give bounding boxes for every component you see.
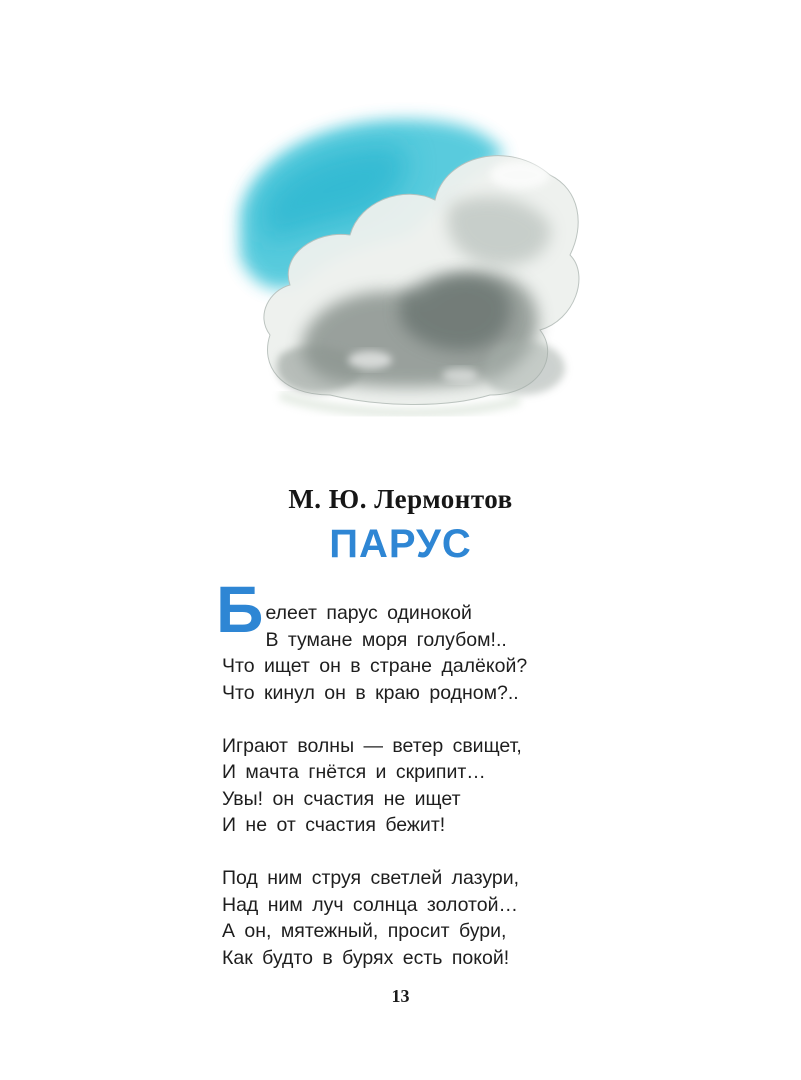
stanza xyxy=(222,733,642,839)
dropcap-letter: Б xyxy=(216,572,264,646)
poem-line: елеет парус одинокой xyxy=(265,602,472,624)
poem-body xyxy=(216,572,642,998)
poem-line: И мачта гнётся и скрипит… xyxy=(222,761,486,783)
stanza xyxy=(222,865,642,971)
watercolor-cloud-image xyxy=(220,95,600,435)
poem-line: Играют волны — ветер свищет, xyxy=(222,734,522,757)
stanza xyxy=(216,572,642,706)
cloud-illustration xyxy=(220,95,600,435)
poem-line: В тумане моря голубом!.. xyxy=(265,628,507,651)
poem-line: Как будто в бурях есть покой! xyxy=(222,946,510,969)
poem-line: А он, мятежный, просит бури, xyxy=(222,920,507,942)
poem-line: И не от счастия бежит! xyxy=(222,814,446,836)
poem-line: Что ищет он в стране далёкой? xyxy=(222,655,528,677)
poem-line: Под ним струя светлей лазури, xyxy=(222,867,520,889)
poem-line: Над ним луч солнца золотой… xyxy=(222,893,518,916)
poem-line: Увы! он счастия не ищет xyxy=(222,787,461,810)
poem-line: Что кинул он в краю родном?.. xyxy=(222,681,519,704)
poem-title: ПАРУС xyxy=(329,522,472,566)
poem-author: М. Ю. Лермонтов xyxy=(288,484,513,514)
page-number: 13 xyxy=(391,986,410,1006)
